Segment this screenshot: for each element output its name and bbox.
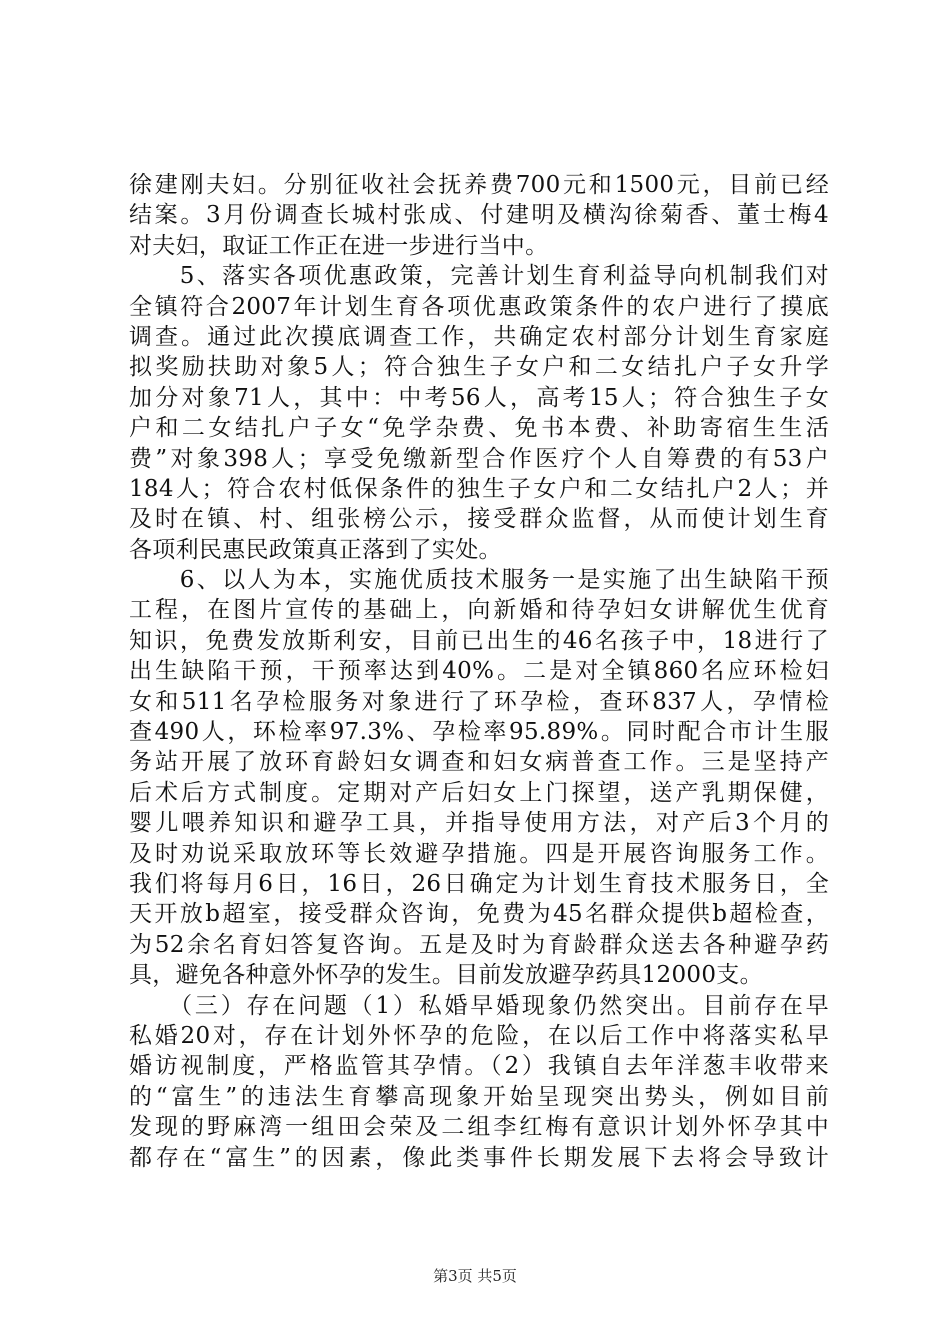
text-line: 户和二女结扎户子女“免学杂费、免书本费、补助寄宿生生活 bbox=[129, 415, 829, 442]
text-line: 及时劝说采取放环等长效避孕措施。四是开展咨询服务工作。 bbox=[129, 840, 829, 867]
text-line: 具，避免各种意外怀孕的发生。目前发放避孕药具12000支。 bbox=[129, 962, 763, 989]
text-line: 结案。3月份调查长城村张成、付建明及横沟徐菊香、董士梅4 bbox=[129, 202, 829, 229]
text-line: 5、落实各项优惠政策，完善计划生育利益导向机制我们对 bbox=[129, 263, 829, 290]
text-line: 费”对象398人；享受免缴新型合作医疗个人自筹费的有53户 bbox=[129, 445, 829, 472]
text-line: 为52余名育妇答复咨询。五是及时为育龄群众送去各种避孕药 bbox=[129, 931, 829, 958]
text-line: 拟奖励扶助对象5人；符合独生子女户和二女结扎户子女升学 bbox=[129, 354, 829, 381]
document-body bbox=[129, 170, 829, 1173]
text-line: 加分对象71人，其中：中考56人，高考15人；符合独生子女 bbox=[129, 384, 829, 411]
text-line: 及时在镇、村、组张榜公示，接受群众监督，从而使计划生育 bbox=[129, 506, 829, 533]
text-line: 知识，免费发放斯利安，目前已出生的46名孩子中，18进行了 bbox=[129, 627, 829, 654]
text-line: 后术后方式制度。定期对产后妇女上门探望，送产乳期保健， bbox=[129, 779, 829, 806]
text-line: 都存在“富生”的因素，像此类事件长期发展下去将会导致计 bbox=[129, 1144, 829, 1171]
text-line: 6、以人为本，实施优质技术服务一是实施了出生缺陷干预 bbox=[129, 567, 829, 594]
text-line: 出生缺陷干预，干预率达到40%。二是对全镇860名应环检妇 bbox=[129, 658, 829, 685]
text-line: 查490人，环检率97.3%、孕检率95.89%。同时配合市计生服 bbox=[129, 719, 829, 746]
text-line: 调查。通过此次摸底调查工作，共确定农村部分计划生育家庭 bbox=[129, 323, 829, 350]
text-line: 各项利民惠民政策真正落到了实处。 bbox=[129, 536, 502, 563]
text-line: 的“富生”的违法生育攀高现象开始呈现突出势头，例如目前 bbox=[129, 1083, 829, 1110]
text-line: 184人；符合农村低保条件的独生子女户和二女结扎户2人；并 bbox=[129, 475, 829, 502]
text-line: 发现的野麻湾一组田会荣及二组李红梅有意识计划外怀孕其中 bbox=[129, 1114, 829, 1141]
text-line: 婚访视制度，严格监管其孕情。（2）我镇自去年洋葱丰收带来 bbox=[129, 1053, 829, 1080]
text-line: （三）存在问题（1）私婚早婚现象仍然突出。目前存在早 bbox=[129, 992, 829, 1019]
text-line: 务站开展了放环育龄妇女调查和妇女病普查工作。三是坚持产 bbox=[129, 749, 829, 776]
text-line: 对夫妇，取证工作正在进一步进行当中。 bbox=[129, 232, 549, 259]
text-line: 工程，在图片宣传的基础上，向新婚和待孕妇女讲解优生优育 bbox=[129, 597, 829, 624]
page-footer bbox=[0, 1266, 950, 1286]
text-line: 我们将每月6日，16日，26日确定为计划生育技术服务日，全 bbox=[129, 870, 829, 897]
page-number: 第3页 共5页 bbox=[433, 1267, 517, 1285]
text-line: 女和511名孕检服务对象进行了环孕检，查环837人，孕情检 bbox=[129, 688, 829, 715]
text-line: 私婚20对，存在计划外怀孕的危险，在以后工作中将落实私早 bbox=[129, 1022, 829, 1049]
text-line: 天开放b超室，接受群众咨询，免费为45名群众提供b超检查， bbox=[129, 901, 829, 928]
text-line: 徐建刚夫妇。分别征收社会抚养费700元和1500元，目前已经 bbox=[129, 172, 829, 198]
text-line: 全镇符合2007年计划生育各项优惠政策条件的农户进行了摸底 bbox=[129, 293, 829, 320]
text-line: 婴儿喂养知识和避孕工具，并指导使用方法，对产后3个月的 bbox=[129, 810, 829, 837]
